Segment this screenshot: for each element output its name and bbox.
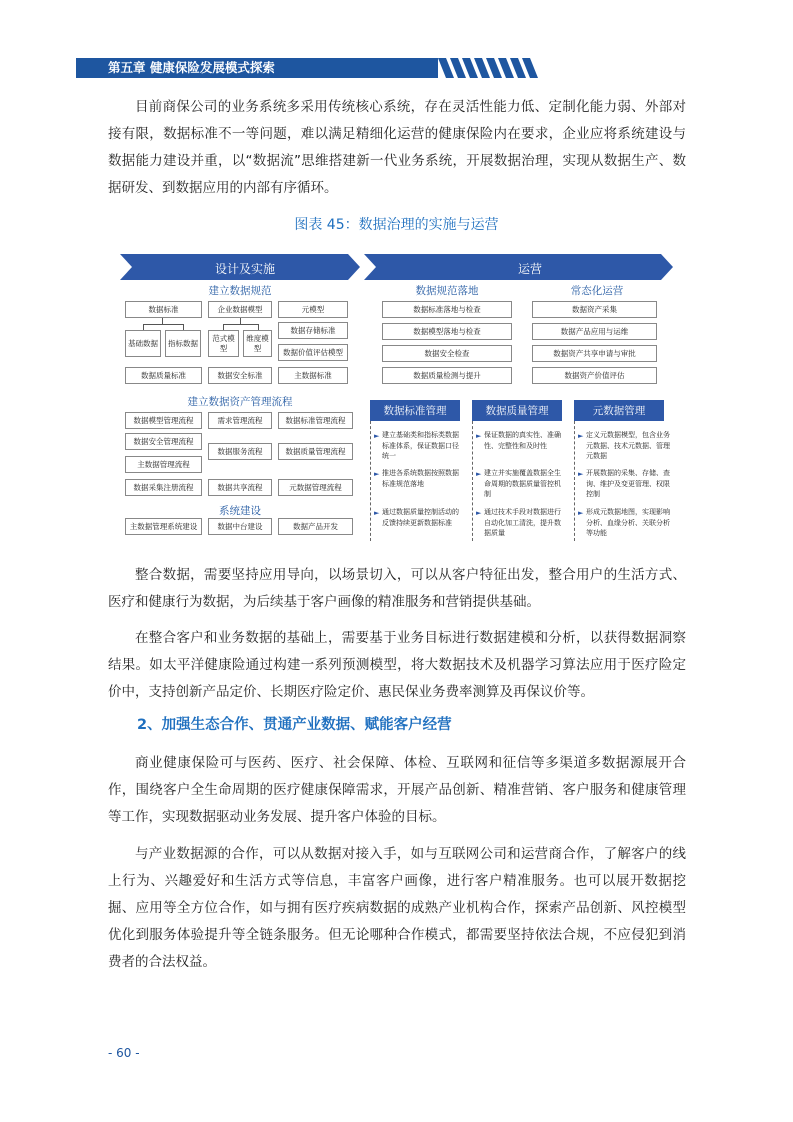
design-banner-label: 设计及实施 [214,261,275,276]
data-governance-diagram [120,252,673,550]
std-box-enterprise-model: 企业数据模型 [208,301,272,318]
std-box-basic-data: 基础数据 [125,330,161,357]
column-bullet: ► 建立并实施覆盖数据全生命周期的数据质量管控机制 [476,469,561,498]
column-divider [574,421,575,541]
std-box-security-standard: 数据安全标准 [208,367,272,384]
impl-item: 数据质量检测与提升 [382,367,512,384]
routine-item: 数据产品应用与运维 [532,323,657,340]
sys-box-master-system: 主数据管理系统建设 [125,518,202,535]
paragraph-2: 整合数据，需要坚持应用导向，以场景切入，可以从客户特征出发，整合用户的生活方式、医疗和健康行为数据，为后续基于客户画像的精准服务和营销提供基础。 [108,567,686,610]
column-divider [370,421,371,541]
std-box-paradigm-model: 范式模型 [208,330,239,357]
asset-box-service-process: 数据服务流程 [208,443,272,460]
routine-title: 常态化运营 [570,285,624,297]
routine-item: 数据资产价值评估 [532,367,657,384]
routine-item: 数据资产采集 [532,301,657,318]
column-head-quality-mgmt: 数据质量管理 [472,400,562,421]
column-bullet: ► 推进各系统数据按照数据标准规范落地 [374,469,459,488]
std-box-indicator-data: 指标数据 [165,330,201,357]
impl-item: 数据安全检查 [382,345,512,362]
connector [143,324,183,325]
std-box-value-model: 数据价值评估模型 [278,344,348,361]
column-divider [472,421,473,541]
column-bullet: ► 通过技术手段对数据进行自动化加工清洗，提升数据质量 [476,508,561,537]
column-bullet: ► 保证数据的真实性、准确性、完整性和及时性 [476,431,561,450]
asset-process-title: 建立数据资产管理流程 [187,396,293,408]
sys-box-product-dev: 数据产品开发 [278,518,353,535]
impl-title: 数据规范落地 [415,285,479,297]
page-number: - 60 - [108,1046,140,1060]
system-build-title: 系统建设 [219,505,261,517]
std-box-meta-model: 元模型 [278,301,348,318]
paragraph-5: 与产业数据源的合作，可以从数据对接入手，如与互联网公司和运营商合作，了解客户的线上行为、兴趣爱好和生活方式等信息，丰富客户画像，进行客户精准服务。也可以展开数据挖掘、应用等全方位合作，如与拥有医疗疾病数据的成熟产业机构合作，探索产品创新、风控模型优化到服务体验提升等全链条服务。但无论哪种合作模式，都需要坚持依法合规，不应侵犯到消费者的合法权益。 [108,846,686,970]
standards-title: 建立数据规范 [208,285,272,297]
figure-title: 图表 45：数据治理的实施与运营 [294,217,499,233]
chapter-title: 第五章 健康保险发展模式探索 [108,60,275,75]
sys-box-data-platform: 数据中台建设 [208,518,272,535]
asset-box-collect-process: 数据采集注册流程 [125,479,202,496]
asset-box-share-process: 数据共享流程 [208,479,272,496]
std-box-dimension-model: 维度模型 [243,330,272,357]
paragraph-3: 在整合客户和业务数据的基础上，需要基于业务目标进行数据建模和分析，以获得数据洞察结果。如太平洋健康险通过构建一系列预测模型，将大数据技术及机器学习算法应用于医疗险定价中，支持创新产品定价、长期医疗险定价、惠民保业务费率测算及再保议价等。 [108,630,686,700]
std-box-quality-standard: 数据质量标准 [125,367,202,384]
asset-box-quality-process: 数据质量管理流程 [278,443,353,460]
column-bullet: ► 定义元数据模型，包含业务元数据、技术元数据、管理元数据 [578,431,670,460]
column-bullet: ► 建立基础类和指标类数据标准体系，保证数据口径统一 [374,431,459,460]
impl-item: 数据标准落地与检查 [382,301,512,318]
asset-box-demand-process: 需求管理流程 [208,412,272,429]
column-head-meta-mgmt: 元数据管理 [574,400,664,421]
column-bullet: ► 开展数据的采集、存储、查询、维护及变更管理、权限控制 [578,469,670,498]
column-head-standard-mgmt: 数据标准管理 [370,400,460,421]
column-bullet: ► 形成元数据地图，实现影响分析、血缘分析、关联分析等功能 [578,508,670,537]
std-box-data-standard: 数据标准 [125,301,202,318]
paragraph-4: 商业健康保险可与医药、医疗、社会保障、体检、互联网和征信等多渠道多数据源展开合作，围绕客户全生命周期的医疗健康保障需求，开展产品创新、精准营销、客户服务和健康管理等工作，实现数据驱动业务发展、提升客户体验的目标。 [108,755,686,825]
paragraph-1: 目前商保公司的业务系统多采用传统核心系统，存在灵活性能力低、定制化能力弱、外部对接有限，数据标准不一等问题，难以满足精细化运营的健康保险内在要求，企业应将系统建设与数据能力建设并重，以“数据流”思维搭建新一代业务系统，开展数据治理，实现从数据生产、数据研发、到数据应用的内部有序循环。 [108,99,686,196]
asset-box-meta-process: 元数据管理流程 [278,479,353,496]
std-box-master-standard: 主数据标准 [278,367,348,384]
asset-box-model-process: 数据模型管理流程 [125,412,202,429]
asset-box-security-process: 数据安全管理流程 [125,433,202,450]
section-heading: 2、加强生态合作、贯通产业数据、赋能客户经营 [137,717,452,733]
connector [223,324,258,325]
column-bullet: ► 通过数据质量控制活动的反馈持续更新数据标准 [374,508,459,527]
header-stripes-decoration [438,58,538,78]
asset-box-master-process: 主数据管理流程 [125,456,202,473]
ops-banner-label: 运营 [517,261,542,276]
impl-item: 数据模型落地与检查 [382,323,512,340]
std-box-storage-standard: 数据存储标准 [278,322,348,339]
routine-item: 数据资产共享申请与审批 [532,345,657,362]
asset-box-standard-process: 数据标准管理流程 [278,412,353,429]
